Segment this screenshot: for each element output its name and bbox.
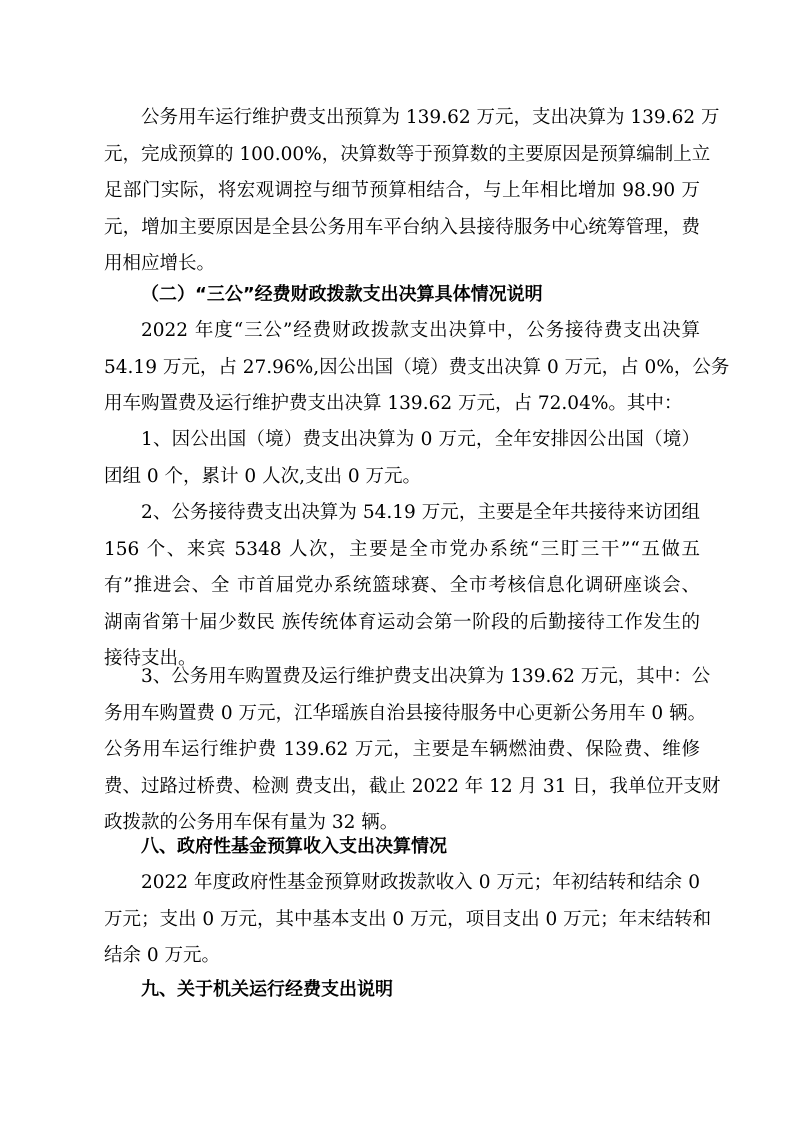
text-line: 万元；支出 0 万元，其中基本支出 0 万元，项目支出 0 万元；年末结转和 bbox=[104, 908, 712, 930]
text-line: 团组 0 个，累计 0 人次,支出 0 万元。 bbox=[104, 465, 421, 487]
text-line: 公务用车运行维护费 139.62 万元，主要是车辆燃油费、保险费、维修 bbox=[104, 739, 700, 760]
text-line: 元，增加主要原因是全县公务用车平台纳入县接待服务中心统筹管理，费 bbox=[104, 216, 700, 238]
paragraph-vehicle-purchase bbox=[104, 659, 721, 842]
paragraph-vehicle-maintenance bbox=[104, 100, 720, 283]
text-line: 接待支出。 bbox=[104, 648, 197, 669]
text-line: 1、因公出国（境）费支出决算为 0 万元，全年安排因公出国（境） bbox=[141, 429, 700, 450]
paragraph-overseas-travel bbox=[104, 422, 700, 495]
paragraph-three-public-summary bbox=[104, 313, 730, 423]
text-line: 费、过路过桥费、检测 费支出，截止 2022 年 12 月 31 日，我单位开支财 bbox=[104, 775, 721, 797]
text-line: 湖南省第十届少数民 族传统体育运动会第一阶段的后勤接待工作发生的 bbox=[104, 611, 700, 633]
paragraph-government-fund bbox=[104, 865, 712, 975]
paragraph-reception bbox=[104, 495, 700, 678]
text-line: 用相应增长。 bbox=[104, 253, 216, 274]
text-line: 3、公务用车购置费及运行维护费支出决算为 139.62 万元，其中：公 bbox=[141, 666, 711, 687]
section-heading-three-public-details: （二）“三公”经费财政拨款支出决算具体情况说明 bbox=[141, 284, 543, 305]
text-line: 务用车购置费 0 万元，江华瑶族自治县接待服务中心更新公务用车 0 辆。 bbox=[104, 702, 707, 724]
text-line: 结余 0 万元。 bbox=[104, 945, 221, 966]
text-line: 2、公务接待费支出决算为 54.19 万元，主要是全年共接待来访团组 bbox=[141, 502, 700, 523]
text-line: 54.19 万元，占 27.96%,因公出国（境）费支出决算 0 万元，占 0%，公务 bbox=[104, 356, 730, 378]
section-heading-agency-operating-expenses: 九、关于机关运行经费支出说明 bbox=[141, 979, 393, 1000]
text-line: 政拨款的公务用车保有量为 32 辆。 bbox=[104, 812, 399, 833]
text-line: 公务用车运行维护费支出预算为 139.62 万元，支出决算为 139.62 万 bbox=[141, 107, 720, 128]
text-line: 有”推进会、全 市首届党办系统篮球赛、全市考核信息化调研座谈会、 bbox=[104, 575, 700, 596]
text-line: 156 个、来宾 5348 人次，主要是全市党办系统“三盯三干”“五做五 bbox=[104, 538, 700, 560]
section-heading-government-fund: 八、政府性基金预算收入支出决算情况 bbox=[141, 836, 447, 857]
text-line: 2022 年度政府性基金预算财政拨款收入 0 万元；年初结转和结余 0 bbox=[141, 872, 700, 893]
text-line: 2022 年度“三公”经费财政拨款支出决算中，公务接待费支出决算 bbox=[141, 320, 700, 341]
text-line: 用车购置费及运行维护费支出决算 139.62 万元，占 72.04%。其中： bbox=[104, 393, 683, 414]
text-line: 足部门实际，将宏观调控与细节预算相结合，与上年相比增加 98.90 万 bbox=[104, 180, 700, 201]
text-line: 元，完成预算的 100.00%，决算数等于预算数的主要原因是预算编制上立 bbox=[104, 143, 711, 165]
